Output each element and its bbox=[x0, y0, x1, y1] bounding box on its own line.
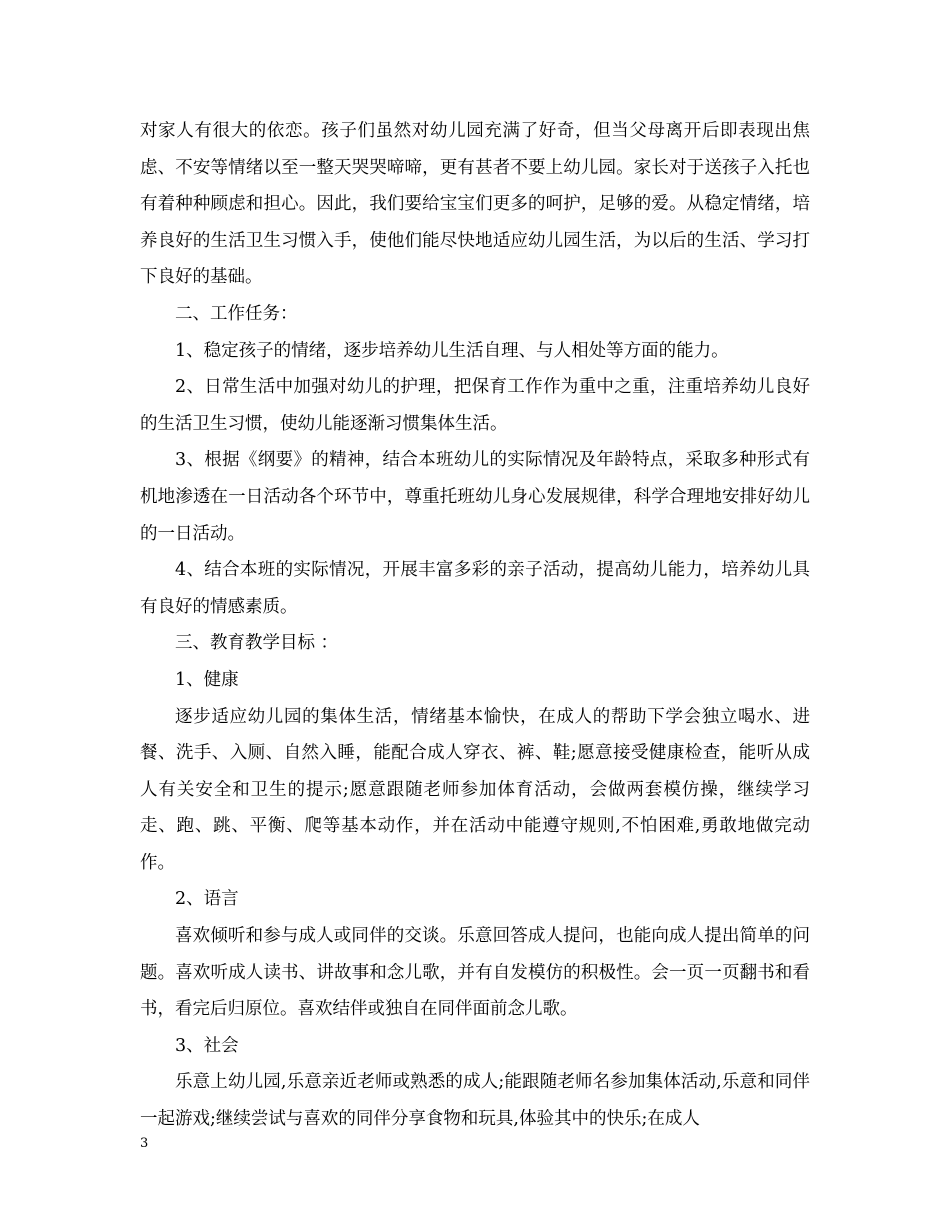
subheading-health: 1、健康 bbox=[175, 669, 239, 690]
task-item-3: 3、根据《纲要》的精神，结合本班幼儿的实际情况及年龄特点，采取多种形式有机地渗透在一日活动各个环节中，尊重托班幼儿身心发展规律，科学合理地安排好幼儿的一日活动。 bbox=[140, 450, 810, 544]
body-text bbox=[140, 113, 810, 1138]
task-item-1: 1、稳定孩子的情绪，逐步培养幼儿生活自理、与人相处等方面的能力。 bbox=[175, 340, 729, 361]
task-item-2: 2、日常生活中加强对幼儿的护理，把保育工作作为重中之重，注重培养幼儿良好的生活卫生习惯，使幼儿能逐渐习惯集体生活。 bbox=[140, 377, 810, 434]
subheading-language: 2、语言 bbox=[175, 889, 239, 910]
task-item-4: 4、结合本班的实际情况，开展丰富多彩的亲子活动，提高幼儿能力，培养幼儿具有良好的情感素质。 bbox=[140, 560, 810, 617]
paragraph-society: 乐意上幼儿园,乐意亲近老师或熟悉的成人;能跟随老师名参加集体活动,乐意和同伴一起游戏;继续尝试与喜欢的同伴分享食物和玩具,体验其中的快乐;在成人 bbox=[140, 1072, 810, 1130]
page-number: 3 bbox=[140, 1136, 149, 1151]
paragraph-continuation: 对家人有很大的依恋。孩子们虽然对幼儿园充满了好奇，但当父母离开后即表现出焦虑、不安等情绪以至一整天哭哭啼啼，更有甚者不要上幼儿园。家长对于送孩子入托也有着种种顾虑和担心。因此，我们要给宝宝们更多的呵护，足够的爱。从稳定情绪，培养良好的生活卫生习惯入手，使他们能尽快地适应幼儿园生活，为以后的生活、学习打下良好的基础。 bbox=[140, 121, 810, 288]
paragraph-health: 逐步适应幼儿园的集体生活，情绪基本愉快，在成人的帮助下学会独立喝水、进餐、洗手、入厕、自然入睡，能配合成人穿衣、裤、鞋;愿意接受健康检查，能听从成人有关安全和卫生的提示;愿意跟随老师参加体育活动，会做两套模仿操，继续学习走、跑、跳、平衡、爬等基本动作，并在活动中能遵守规则,不怕困难,勇敢地做完动作。 bbox=[140, 706, 810, 873]
section-heading-work-tasks: 二、工作任务： bbox=[175, 303, 298, 324]
section-heading-education-goals: 三、教育教学目标 ： bbox=[175, 633, 339, 654]
paragraph-language: 喜欢倾听和参与成人或同伴的交谈。乐意回答成人提问，也能向成人提出简单的问题。喜欢听成人读书、讲故事和念儿歌，并有自发模仿的积极性。会一页一页翻书和看书，看完后归原位。喜欢结伴或独自在同伴面前念儿歌。 bbox=[140, 926, 810, 1020]
subheading-society: 3、社会 bbox=[175, 1035, 239, 1056]
